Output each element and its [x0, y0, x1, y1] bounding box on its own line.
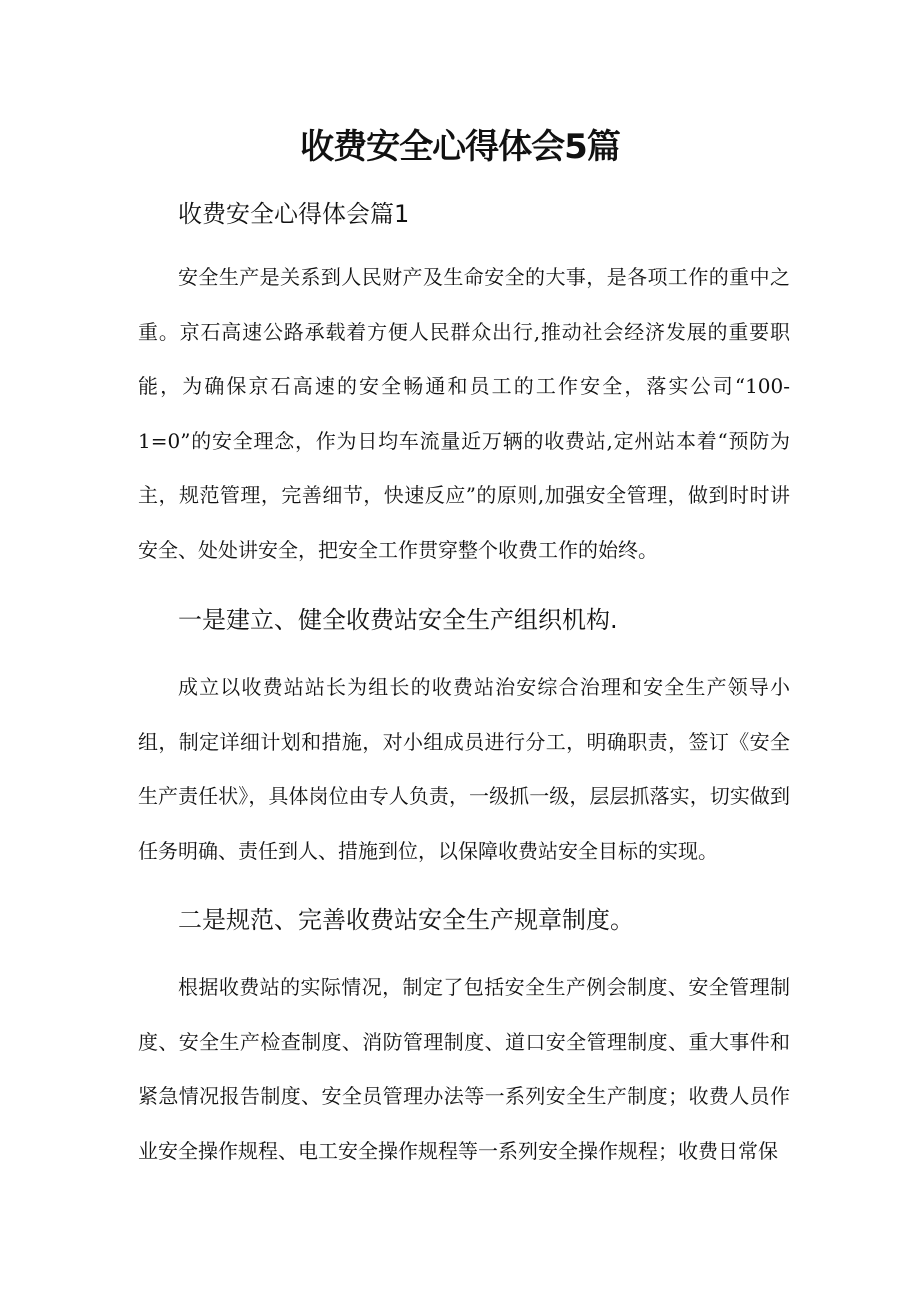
point-2-heading: 二是规范、完善收费站安全生产规章制度。	[178, 906, 634, 934]
document-title: 收费安全心得体会5篇	[300, 127, 620, 167]
paragraph-intro: 安全生产是关系到人民财产及生命安全的大事，是各项工作的重中之重。京石高速公路承载着方便人民群众出行,推动社会经济发展的重要职能，为确保京石高速的安全畅通和员工的工作安全，落实公司“100-1=0”的安全理念，作为日均车流量近万辆的收费站,定州站本着“预防为主，规范管理，完善细节，快速反应”的原则,加强安全管理，做到时时讲安全、处处讲安全，把安全工作贯穿整个收费工作的始终。	[138, 265, 790, 562]
paragraph-organization: 成立以收费站站长为组长的收费站治安综合治理和安全生产领导小组，制定详细计划和措施，对小组成员进行分工，明确职责，签订《安全生产责任状》，具体岗位由专人负责，一级抓一级，层层抓落实，切实做到任务明确、责任到人、措施到位，以保障收费站安全目标的实现。	[138, 675, 790, 863]
section-heading: 收费安全心得体会篇1	[178, 200, 410, 228]
point-1-heading: 一是建立、健全收费站安全生产组织机构.	[178, 606, 618, 634]
paragraph-regulations: 根据收费站的实际情况，制定了包括安全生产例会制度、安全管理制度、安全生产检查制度、消防管理制度、道口安全管理制度、重大事件和紧急情况报告制度、安全员管理办法等一系列安全生产制度；收费人员作业安全操作规程、电工安全操作规程等一系列安全操作规程；收费日常保	[138, 975, 790, 1163]
